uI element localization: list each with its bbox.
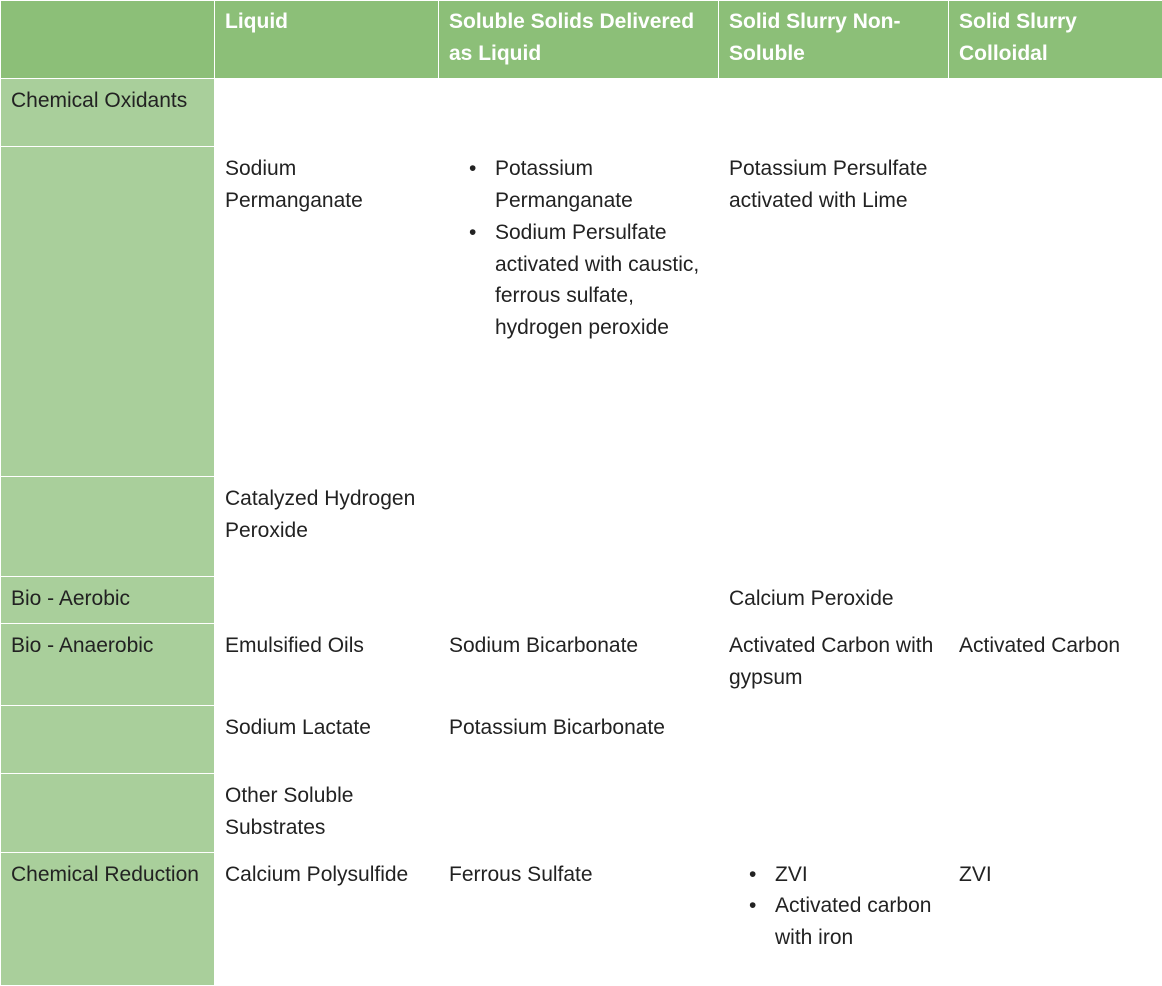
cell-text: Emulsified Oils	[225, 630, 430, 662]
cell-text: Other Soluble Substrates	[225, 780, 430, 844]
table-row	[1, 773, 1162, 852]
table-cell	[949, 78, 1162, 146]
cell-text: Potassium Bicarbonate	[449, 712, 710, 744]
table-cell	[719, 576, 949, 623]
cell-text: Ferrous Sulfate	[449, 859, 710, 891]
cell-text: Catalyzed Hydrogen Peroxide	[225, 483, 430, 547]
table-cell	[719, 476, 949, 576]
table-cell	[439, 576, 719, 623]
table-cell	[949, 623, 1162, 705]
table-cell	[439, 623, 719, 705]
table-cell	[949, 146, 1162, 476]
column-header-soluble-solids: Soluble Solids Delivered as Liquid	[439, 1, 719, 79]
table-cell	[719, 705, 949, 773]
row-label	[1, 476, 215, 576]
table-cell	[215, 78, 439, 146]
table-cell	[439, 146, 719, 476]
table-cell	[439, 476, 719, 576]
column-header-liquid: Liquid	[215, 1, 439, 79]
row-label	[1, 705, 215, 773]
table-cell	[215, 476, 439, 576]
table-cell	[719, 773, 949, 852]
cell-text: Sodium Bicarbonate	[449, 630, 710, 662]
cell-bullet-item: • ZVI	[775, 859, 940, 891]
cell-text: Calcium Polysulfide	[225, 859, 430, 891]
cell-bullet-list	[449, 153, 710, 344]
table-row	[1, 576, 1162, 623]
table-cell	[949, 773, 1162, 852]
cell-bullet-item: • Sodium Persulfate activated with caustic, ferrous sulfate, hydrogen peroxide	[495, 217, 710, 345]
table-body	[1, 78, 1162, 985]
cell-text: Potassium Persulfate activated with Lime	[729, 153, 940, 217]
cell-text: ZVI	[959, 859, 1154, 891]
cell-text: Sodium Permanganate	[225, 153, 430, 217]
table-cell	[215, 705, 439, 773]
row-label: Bio - Anaerobic	[1, 623, 215, 705]
table-cell	[719, 852, 949, 985]
header-corner-cell	[1, 1, 215, 79]
cell-text: Sodium Lactate	[225, 712, 430, 744]
table-row	[1, 78, 1162, 146]
cell-text: Calcium Peroxide	[729, 583, 940, 615]
row-label: Chemical Reduction	[1, 852, 215, 985]
table-cell	[949, 705, 1162, 773]
table-cell	[215, 773, 439, 852]
table-cell	[439, 78, 719, 146]
table-cell	[949, 576, 1162, 623]
row-label: Chemical Oxidants	[1, 78, 215, 146]
table-cell	[719, 78, 949, 146]
table-header-row	[1, 1, 1162, 79]
table-cell	[215, 576, 439, 623]
table-cell	[719, 623, 949, 705]
cell-bullet-item: • Potassium Permanganate	[495, 153, 710, 217]
column-header-solid-slurry-colloidal: Solid Slurry Colloidal	[949, 1, 1162, 79]
table-cell	[439, 852, 719, 985]
table-row	[1, 852, 1162, 985]
row-label	[1, 773, 215, 852]
table-row	[1, 146, 1162, 476]
table-cell	[439, 773, 719, 852]
row-label	[1, 146, 215, 476]
table-row	[1, 476, 1162, 576]
table-cell	[949, 476, 1162, 576]
table-row	[1, 705, 1162, 773]
cell-bullet-item: • Activated carbon with iron	[775, 890, 940, 954]
cell-text: Activated Carbon with gypsum	[729, 630, 940, 694]
table-cell	[215, 852, 439, 985]
cell-bullet-list	[729, 859, 940, 955]
table-cell	[949, 852, 1162, 985]
table-cell	[719, 146, 949, 476]
table-row	[1, 623, 1162, 705]
table-cell	[439, 705, 719, 773]
column-header-solid-slurry-non-soluble: Solid Slurry Non-Soluble	[719, 1, 949, 79]
table-cell	[215, 623, 439, 705]
table-cell	[215, 146, 439, 476]
row-label: Bio - Aerobic	[1, 576, 215, 623]
cell-text: Activated Carbon	[959, 630, 1154, 662]
